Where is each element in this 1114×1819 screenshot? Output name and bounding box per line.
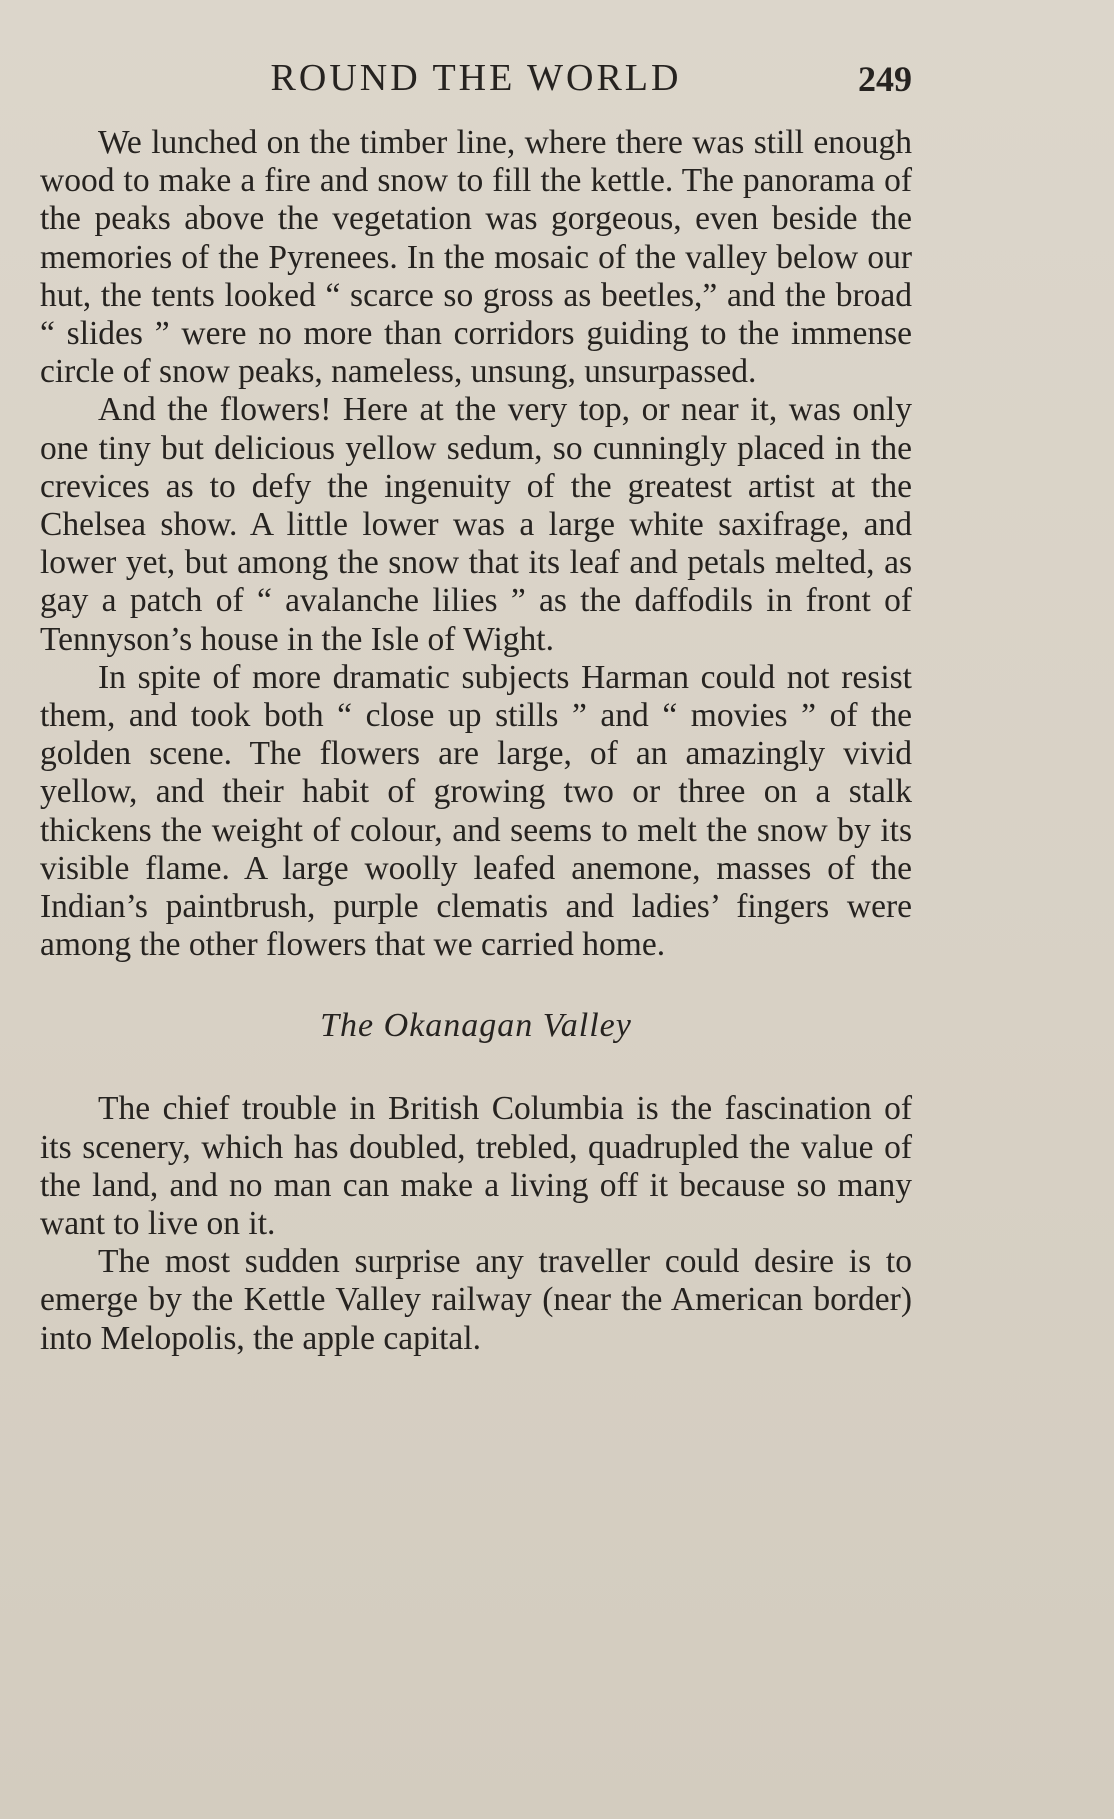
- running-head: [40, 56, 912, 100]
- paragraph-timber-line: We lunched on the timber line, where there was still enough wood to make a fire and snow to fill the kettle. The panorama of the peaks above the vegetation was gorgeous, even beside the memories of the Pyrenees. In the mosaic of the valley below our hut, the tents looked “ scarce so gross as beetles,” and the broad “ slides ” were no more than corridors guiding to the immense circle of snow peaks, nameless, unsung, unsurpassed.: [40, 124, 912, 391]
- paragraph-harman: In spite of more dramatic subjects Harman could not resist them, and took both “ close up stills ” and “ movies ” of the golden scene. The flowers are large, of an amazingly vivid yellow, and their habit of growing two or three on a stalk thickens the weight of colour, and seems to melt the snow by its visible flame. A large woolly leafed anemone, masses of the Indian’s paintbrush, purple clematis and ladies’ fingers were among the other flowers that we carried home.: [40, 658, 912, 964]
- paragraph-flowers: And the flowers! Here at the very top, or near it, was only one tiny but delicious yellow sedum, so cunningly placed in the crevices as to defy the ingenuity of the greatest artist at the Chelsea show. A little lower was a large white saxifrage, and lower yet, but among the snow that its leaf and petals melted, as gay a patch of “ avalanche lilies ” as the daffodils in front of Tennyson’s house in the Isle of Wight.: [40, 391, 912, 658]
- page-number: 249: [858, 59, 912, 99]
- section-heading: The Okanagan Valley: [320, 1007, 632, 1045]
- running-title: ROUND THE WORLD: [270, 57, 682, 99]
- paragraph-melopolis: The most sudden surprise any traveller could desire is to emerge by the Kettle Valley railway (near the American border) into Melopolis, the apple capital.: [40, 1243, 912, 1357]
- paragraph-british-columbia: The chief trouble in British Columbia is the fascination of its scenery, which has doubled, trebled, quadrupled the value of the land, and no man can make a living off it because so many want to live on it.: [40, 1090, 912, 1243]
- body-text: [40, 124, 912, 1358]
